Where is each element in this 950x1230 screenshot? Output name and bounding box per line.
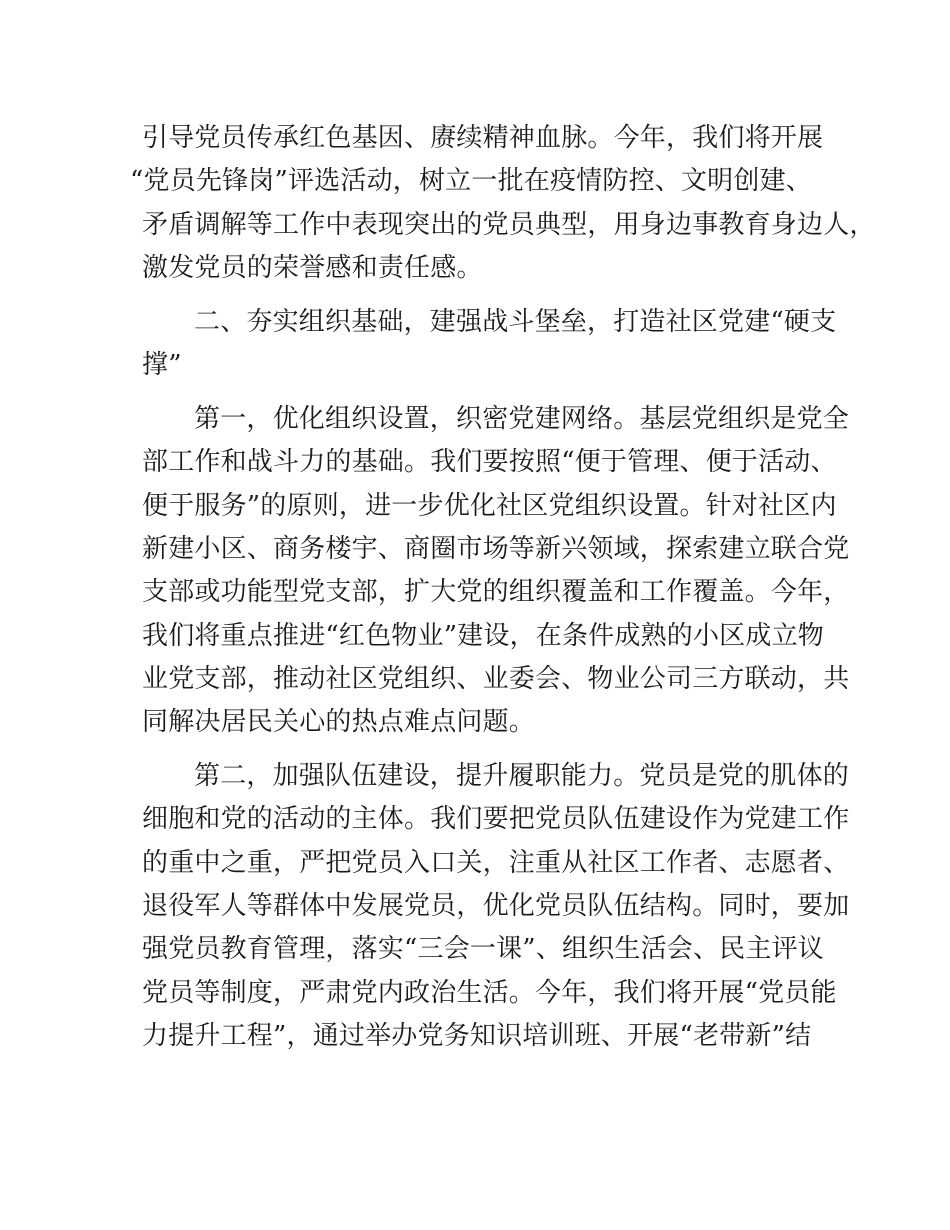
text-line-20: 党员等制度，严肃党内政治生活。今年，我们将开展“党员能 — [142, 978, 837, 1008]
text-line-1: 引导党员传承红色基因、赓续精神血脉。今年，我们将开展 — [142, 123, 824, 153]
text-line-15: 第二，加强队伍建设，提升履职能力。党员是党的肌体的 — [194, 761, 850, 791]
text-line-10: 新建小区、商务楼宇、商圈市场等新兴领域，探索建立联合党 — [142, 534, 850, 564]
text-line-3: 矛盾调解等工作中表现突出的党员典型，用身边事教育身边人， — [142, 210, 876, 240]
text-line-19: 强党员教育管理，落实“三会一课”、组织生活会、民主评议 — [142, 934, 824, 964]
section-heading-line-1: 二、夯实组织基础，建强战斗堡垒，打造社区党建“硬支 — [194, 307, 837, 337]
text-line-14: 同解决居民关心的热点难点问题。 — [142, 707, 536, 737]
text-line-16: 细胞和党的活动的主体。我们要把党员队伍建设作为党建工作 — [142, 804, 850, 834]
text-line-4: 激发党员的荣誉感和责任感。 — [142, 253, 483, 283]
text-line-18: 退役军人等群体中发展党员，优化党员队伍结构。同时，要加 — [142, 891, 850, 921]
text-line-7: 第一，优化组织设置，织密党建网络。基层党组织是党全 — [194, 404, 850, 434]
text-line-11: 支部或功能型党支部，扩大党的组织覆盖和工作覆盖。今年， — [142, 577, 850, 607]
text-line-13: 业党支部，推动社区党组织、业委会、物业公司三方联动，共 — [142, 664, 850, 694]
text-line-8: 部工作和战斗力的基础。我们要按照“便于管理、便于活动、 — [142, 447, 837, 477]
text-line-9: 便于服务”的原则，进一步优化社区党组织设置。针对社区内 — [142, 491, 837, 521]
section-heading-line-2: 撑” — [142, 350, 182, 380]
text-line-2: “党员先锋岗”评选活动，树立一批在疫情防控、文明创建、 — [130, 166, 812, 196]
text-line-21: 力提升工程”，通过举办党务知识培训班、开展“老带新”结 — [142, 1021, 812, 1051]
text-line-17: 的重中之重，严把党员入口关，注重从社区工作者、志愿者、 — [142, 848, 850, 878]
text-line-12: 我们将重点推进“红色物业”建设，在条件成熟的小区成立物 — [142, 621, 824, 651]
